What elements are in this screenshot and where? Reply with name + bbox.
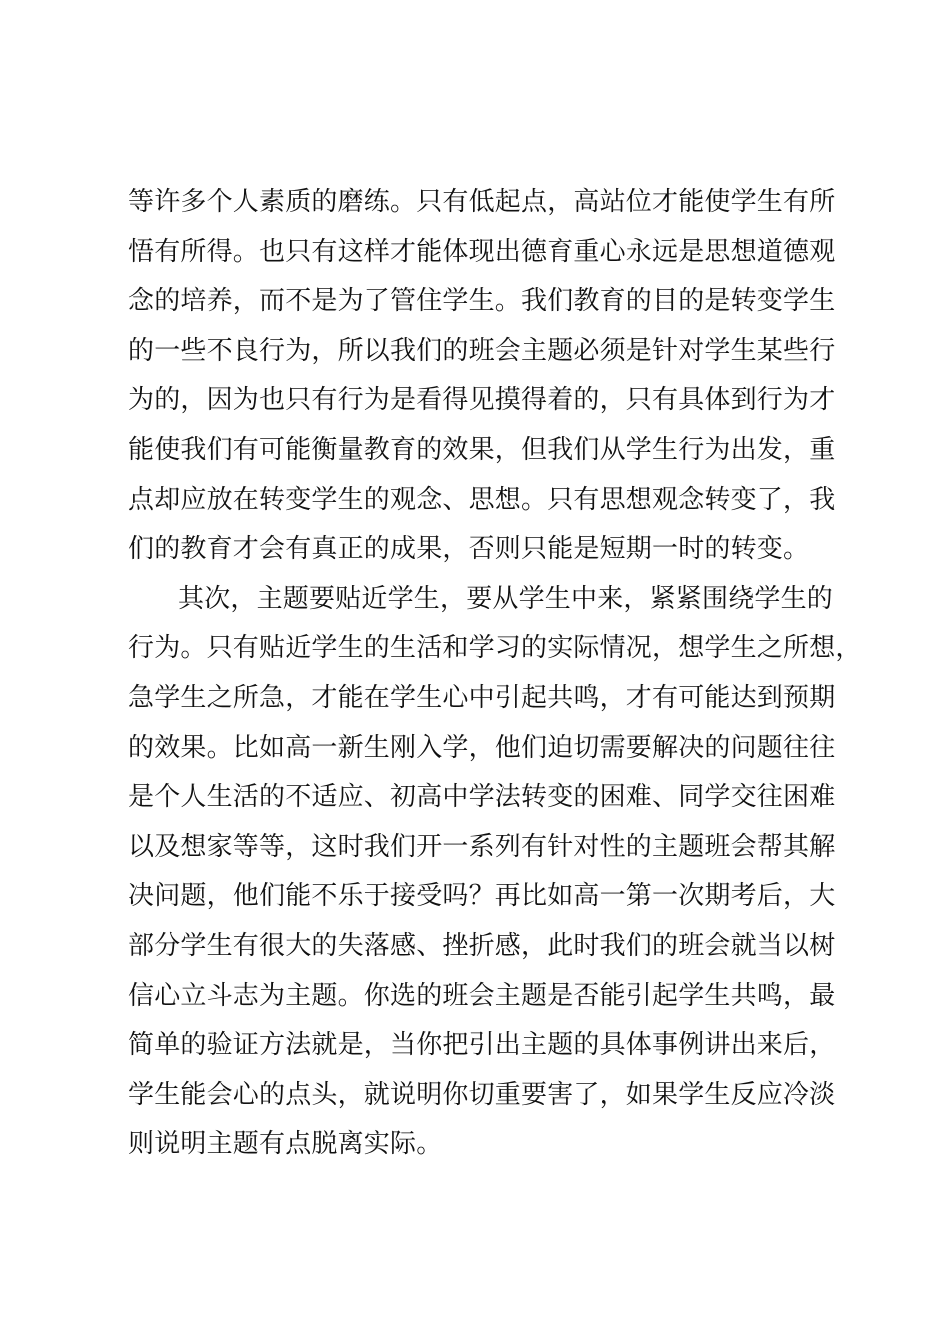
paragraph-2-line-2: 行为。只有贴近学生的生活和学习的实际情况，想学生之所想，	[128, 633, 862, 664]
paragraph-1-line-4: 的一些不良行为，所以我们的班会主题必须是针对学生某些行	[128, 335, 836, 366]
paragraph-1-line-6: 能使我们有可能衡量教育的效果，但我们从学生行为出发，重	[128, 434, 836, 465]
paragraph-2-line-3: 急学生之所急，才能在学生心中引起共鸣，才有可能达到预期	[128, 682, 836, 713]
paragraph-2-line-12: 则说明主题有点脱离实际。	[128, 1129, 443, 1160]
paragraph-2-line-6: 以及想家等等，这时我们开一系列有针对性的主题班会帮其解	[128, 831, 836, 862]
paragraph-1-line-3: 念的培养，而不是为了管住学生。我们教育的目的是转变学生	[128, 286, 836, 317]
paragraph-2-line-4: 的效果。比如高一新生刚入学，他们迫切需要解决的问题往往	[128, 732, 836, 763]
paragraph-2-line-8: 部分学生有很大的失落感、挫折感，此时我们的班会就当以树	[128, 930, 836, 961]
paragraph-1-line-2: 悟有所得。也只有这样才能体现出德育重心永远是思想道德观	[128, 236, 836, 267]
paragraph-2-line-10: 简单的验证方法就是，当你把引出主题的具体事例讲出来后，	[128, 1030, 836, 1061]
paragraph-1-line-8: 们的教育才会有真正的成果，否则只能是短期一时的转变。	[128, 534, 810, 565]
paragraph-1-line-7: 点却应放在转变学生的观念、思想。只有思想观念转变了，我	[128, 484, 836, 515]
paragraph-2-line-1: 其次，主题要贴近学生，要从学生中来，紧紧围绕学生的	[178, 583, 834, 614]
paragraph-2-line-5: 是个人生活的不适应、初高中学法转变的困难、同学交往困难	[128, 782, 836, 813]
paragraph-2-line-7: 决问题，他们能不乐于接受吗？再比如高一第一次期考后，大	[128, 881, 836, 912]
paragraph-2-line-9: 信心立斗志为主题。你选的班会主题是否能引起学生共鸣，最	[128, 980, 836, 1011]
paragraph-2-line-11: 学生能会心的点头，就说明你切重要害了，如果学生反应冷淡	[128, 1079, 836, 1110]
paragraph-1-line-1: 等许多个人素质的磨练。只有低起点，高站位才能使学生有所	[128, 187, 836, 217]
paragraph-1-line-5: 为的，因为也只有行为是看得见摸得着的，只有具体到行为才	[128, 385, 836, 416]
body-text	[128, 178, 862, 1170]
